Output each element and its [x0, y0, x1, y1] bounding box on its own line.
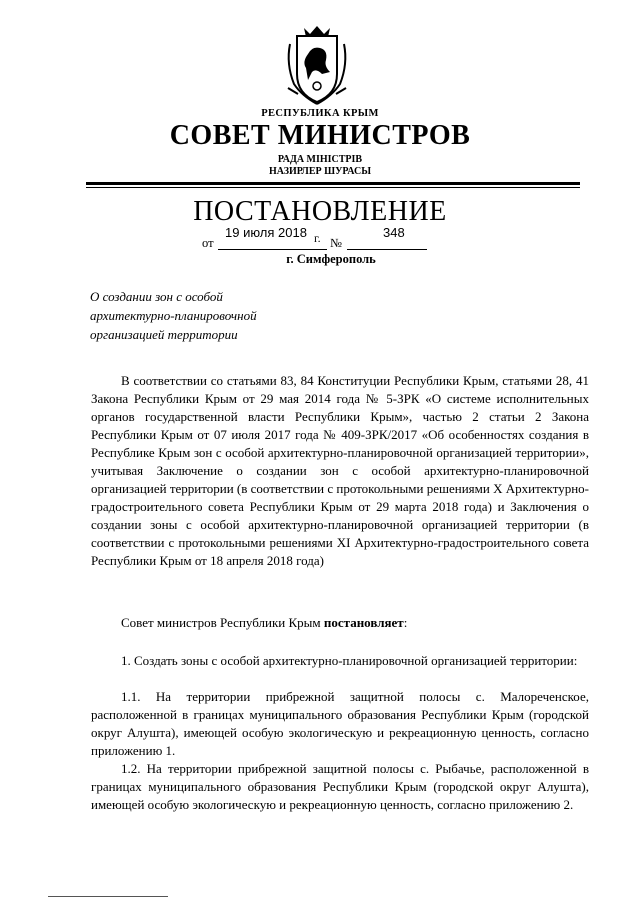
item-1-2-paragraph: 1.2. На территории прибрежной защитной полосы с. Рыбачье, расположенной в границах муниципального образования Республики Крым (городской округ Алушта), имеющей особую экологическую и рекреационную ценность, согласно приложению 2.	[91, 761, 589, 812]
decree-title: ПОСТАНОВЛЕНИЕ	[193, 196, 447, 227]
decree-date-value: 19 июля 2018	[225, 225, 307, 240]
decree-number-line	[347, 249, 427, 250]
council-title-crh: НАЗИРЛЕР ШУРАСЫ	[268, 166, 372, 177]
decree-year-suffix: г.	[314, 231, 321, 245]
decree-number-value: 348	[383, 225, 405, 240]
footnote-divider	[48, 896, 168, 897]
decree-subject	[90, 287, 390, 344]
council-title: СОВЕТ МИНИСТРОВ	[169, 120, 471, 151]
item-1-1-paragraph: 1.1. На территории прибрежной защитной полосы с. Малореченское, расположенной в границах муниципального образования Республики Крым (городской округ Алушта), имеющей особую экологическую и рекреационную ценность, согласно приложению 1.	[91, 689, 589, 758]
decree-date-label: от	[202, 236, 214, 250]
council-title-ua: РАДА МІНІСТРІВ	[277, 154, 363, 165]
crimea-coat-of-arms-icon	[282, 24, 352, 106]
decree-number-label: №	[330, 236, 342, 250]
decree-city: г. Симферополь	[286, 252, 376, 266]
subject-line-2: архитектурно-планировочной	[90, 308, 257, 323]
header-divider-thin	[86, 187, 580, 188]
resolution-lead: Совет министров Республики Крым	[121, 615, 324, 630]
resolution-verb: постановляет	[323, 615, 404, 630]
resolution-colon: :	[403, 615, 408, 630]
resolution-paragraph	[91, 614, 589, 632]
preamble-paragraph: В соответствии со статьями 83, 84 Конституции Республики Крым, статьями 28, 41 Закона Республики Крым от 29 мая 2014 года № 5-ЗРК «О системе исполнительных органов государственной власти Республики Крым», частью 2 статьи 2 Закона Республики Крым от 07 июля 2017 года № 409-ЗРК/2017 «Об особенностях создания в Республике Крым зон с особой архитектурно-планировочной организацией территории», учитывая Заключение о создании зон с особой архитектурно-планировочной организацией территории (в соответствии с протокольными решениями Х Архитектурно-градостроительного совета Республики Крым от 29 марта 2018 года) и Заключения о создании зоны с особой архитектурно-планировочной организацией территории (в соответствии с протокольными решениями XI Архитектурно-градостроительного совета Республики Крым от 18 апреля 2018 года)	[91, 373, 589, 568]
subject-line-3: организацией территории	[90, 327, 238, 342]
subject-line-1: О создании зон с особой	[90, 289, 223, 304]
header-divider-thick	[86, 182, 580, 185]
decree-date-line	[218, 249, 327, 250]
republic-name: РЕСПУБЛИКА КРЫМ	[261, 108, 379, 119]
item-1-paragraph: 1. Создать зоны с особой архитектурно-планировочной организацией территории:	[121, 653, 578, 668]
